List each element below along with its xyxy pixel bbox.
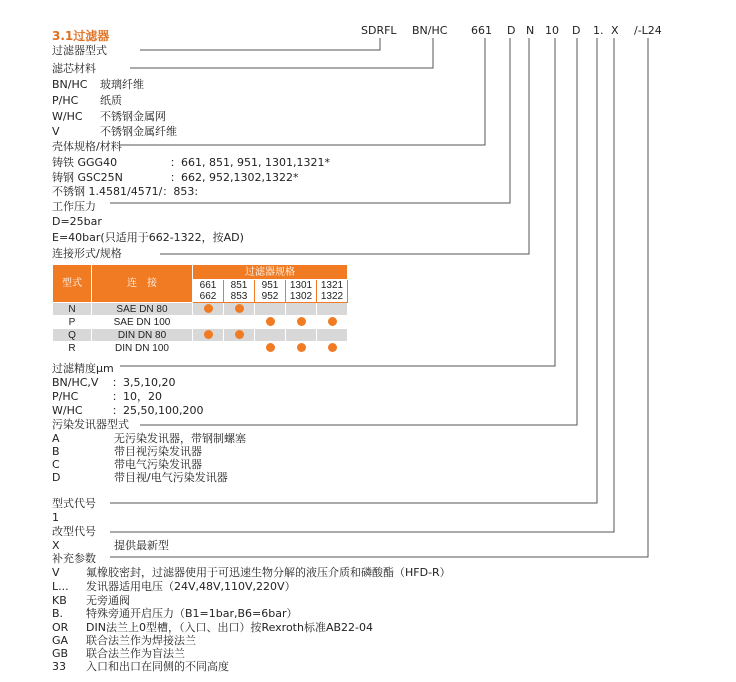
code-part-precision: 10 — [545, 24, 559, 37]
code-part-modification: X — [611, 24, 619, 37]
supplement-code: B. — [52, 607, 64, 620]
mark-cell — [224, 303, 255, 316]
model-code-value: 1 — [52, 511, 59, 524]
row-connection: DIN DN 100 — [92, 342, 193, 355]
material-desc: 玻璃纤维 — [100, 78, 144, 91]
mark-cell — [317, 329, 348, 342]
availability-dot — [266, 317, 275, 326]
indicator-desc: 无污染发讯器，带钢制螺塞 — [114, 432, 246, 445]
availability-dot — [328, 343, 337, 352]
mark-cell — [286, 316, 317, 329]
mark-cell — [317, 303, 348, 316]
mark-cell — [224, 316, 255, 329]
code-part-supplement: /-L24 — [634, 24, 662, 37]
precision-code: W/HC — [52, 404, 83, 417]
indicator-code: D — [52, 471, 61, 484]
availability-dot — [297, 317, 306, 326]
indicator-code: A — [52, 432, 60, 445]
availability-dot — [235, 304, 244, 313]
table-header-spec: 过滤器规格 — [193, 265, 348, 280]
supplement-desc: DIN法兰上0型槽，（入口、出口）按Rexroth标准AB22-04 — [86, 621, 374, 634]
code-part-model: 1. — [593, 24, 604, 37]
mark-cell — [255, 316, 286, 329]
supplement-code: L... — [52, 580, 69, 593]
table-row — [53, 303, 348, 316]
housing-code: 铸钢 GSC25N — [52, 171, 123, 184]
availability-dot — [204, 330, 213, 339]
mark-cell — [224, 329, 255, 342]
row-type: R — [53, 342, 92, 355]
pressure-item: E=40bar(只适用于662-1322，按AD) — [52, 231, 244, 244]
precision-label: 过滤精度μm — [52, 362, 114, 375]
row-type: Q — [53, 329, 92, 342]
element-material-label: 滤芯材料 — [52, 62, 96, 75]
availability-dot — [266, 343, 275, 352]
size-cell: 951 952 — [255, 280, 286, 303]
filter-type-label: 过滤器型式 — [52, 44, 107, 57]
row-connection: SAE DN 80 — [92, 303, 193, 316]
mark-cell — [193, 303, 224, 316]
table-header-type: 型式 — [53, 265, 92, 303]
supplement-code: GA — [52, 634, 69, 647]
precision-desc: ：10，20 — [112, 390, 162, 403]
table-row — [53, 342, 348, 355]
supplement-code: V — [52, 566, 60, 579]
indicator-label: 污染发讯器型式 — [52, 418, 129, 431]
mark-cell — [317, 342, 348, 355]
mark-cell — [193, 329, 224, 342]
supplement-desc: 发讯器适用电压（24V,48V,110V,220V） — [86, 580, 296, 593]
section-title: 3.1过滤器 — [52, 29, 110, 43]
size-cell: 1321 1322 — [317, 280, 348, 303]
supplement-code: OR — [52, 621, 69, 634]
code-part-series: SDRFL — [361, 24, 397, 37]
supplement-desc: 氟橡胶密封，过滤器使用于可迅速生物分解的液压介质和磷酸酯（HFD-R） — [86, 566, 451, 579]
row-connection: SAE DN 100 — [92, 316, 193, 329]
material-code: BN/HC — [52, 78, 88, 91]
material-code: P/HC — [52, 94, 79, 107]
table-row — [53, 316, 348, 329]
mark-cell — [286, 303, 317, 316]
connection-table — [52, 264, 348, 355]
connection-label: 连接形式/规格 — [52, 247, 122, 260]
supplement-desc: 联合法兰作为焊接法兰 — [86, 634, 196, 647]
mark-cell — [224, 342, 255, 355]
mark-cell — [286, 342, 317, 355]
mark-cell — [193, 342, 224, 355]
modification-desc: 提供最新型 — [114, 539, 169, 552]
modification-label: 改型代号 — [52, 525, 96, 538]
size-cell: 851 853 — [224, 280, 255, 303]
mark-cell — [286, 329, 317, 342]
availability-dot — [297, 343, 306, 352]
modification-code: X — [52, 539, 60, 552]
supplement-code: GB — [52, 647, 69, 660]
housing-desc: ：661, 851, 951, 1301,1321* — [170, 156, 330, 169]
mark-cell — [255, 342, 286, 355]
indicator-code: B — [52, 445, 60, 458]
row-connection: DIN DN 80 — [92, 329, 193, 342]
precision-code: BN/HC,V — [52, 376, 99, 389]
supplement-desc: 无旁通阀 — [86, 594, 130, 607]
availability-dot — [235, 330, 244, 339]
housing-code: 不锈钢 1.4581/4571/：853: — [52, 185, 199, 198]
material-desc: 不锈钢金属纤维 — [100, 125, 177, 138]
code-part-indicator: D — [572, 24, 581, 37]
housing-label: 壳体规格/材料 — [52, 140, 122, 153]
housing-desc: ：662, 952,1302,1322* — [170, 171, 299, 184]
mark-cell — [255, 329, 286, 342]
model-code-label: 型式代号 — [52, 497, 96, 510]
supplement-desc: 入口和出口在同侧的不同高度 — [86, 660, 229, 673]
size-cell: 1301 1302 — [286, 280, 317, 303]
code-part-connection: N — [526, 24, 535, 37]
size-cell: 661 662 — [193, 280, 224, 303]
housing-code: 铸铁 GGG40 — [52, 156, 118, 169]
supplement-desc: 联合法兰作为盲法兰 — [86, 647, 185, 660]
availability-dot — [204, 304, 213, 313]
indicator-code: C — [52, 458, 60, 471]
code-part-size: 661 — [471, 24, 492, 37]
indicator-desc: 带目视/电气污染发讯器 — [114, 471, 228, 484]
availability-dot — [328, 317, 337, 326]
precision-desc: ：25,50,100,200 — [112, 404, 204, 417]
row-type: N — [53, 303, 92, 316]
mark-cell — [255, 303, 286, 316]
code-part-pressure: D — [507, 24, 516, 37]
material-desc: 纸质 — [100, 94, 122, 107]
material-code: V — [52, 125, 60, 138]
table-row — [53, 329, 348, 342]
indicator-desc: 带目视污染发讯器 — [114, 445, 202, 458]
supplement-label: 补充参数 — [52, 552, 96, 565]
material-code: W/HC — [52, 110, 83, 123]
row-type: P — [53, 316, 92, 329]
material-desc: 不锈钢金属网 — [100, 110, 166, 123]
indicator-desc: 带电气污染发讯器 — [114, 458, 202, 471]
mark-cell — [317, 316, 348, 329]
precision-desc: ：3,5,10,20 — [112, 376, 176, 389]
pressure-item: D=25bar — [52, 215, 102, 228]
supplement-code: KB — [52, 594, 67, 607]
mark-cell — [193, 316, 224, 329]
supplement-code: 33 — [52, 660, 66, 673]
supplement-desc: 特殊旁通开启压力（B1=1bar,B6=6bar） — [86, 607, 298, 620]
pressure-label: 工作压力 — [52, 200, 96, 213]
table-header-connection: 连 接 — [92, 265, 193, 303]
code-part-material: BN/HC — [412, 24, 448, 37]
precision-code: P/HC — [52, 390, 79, 403]
